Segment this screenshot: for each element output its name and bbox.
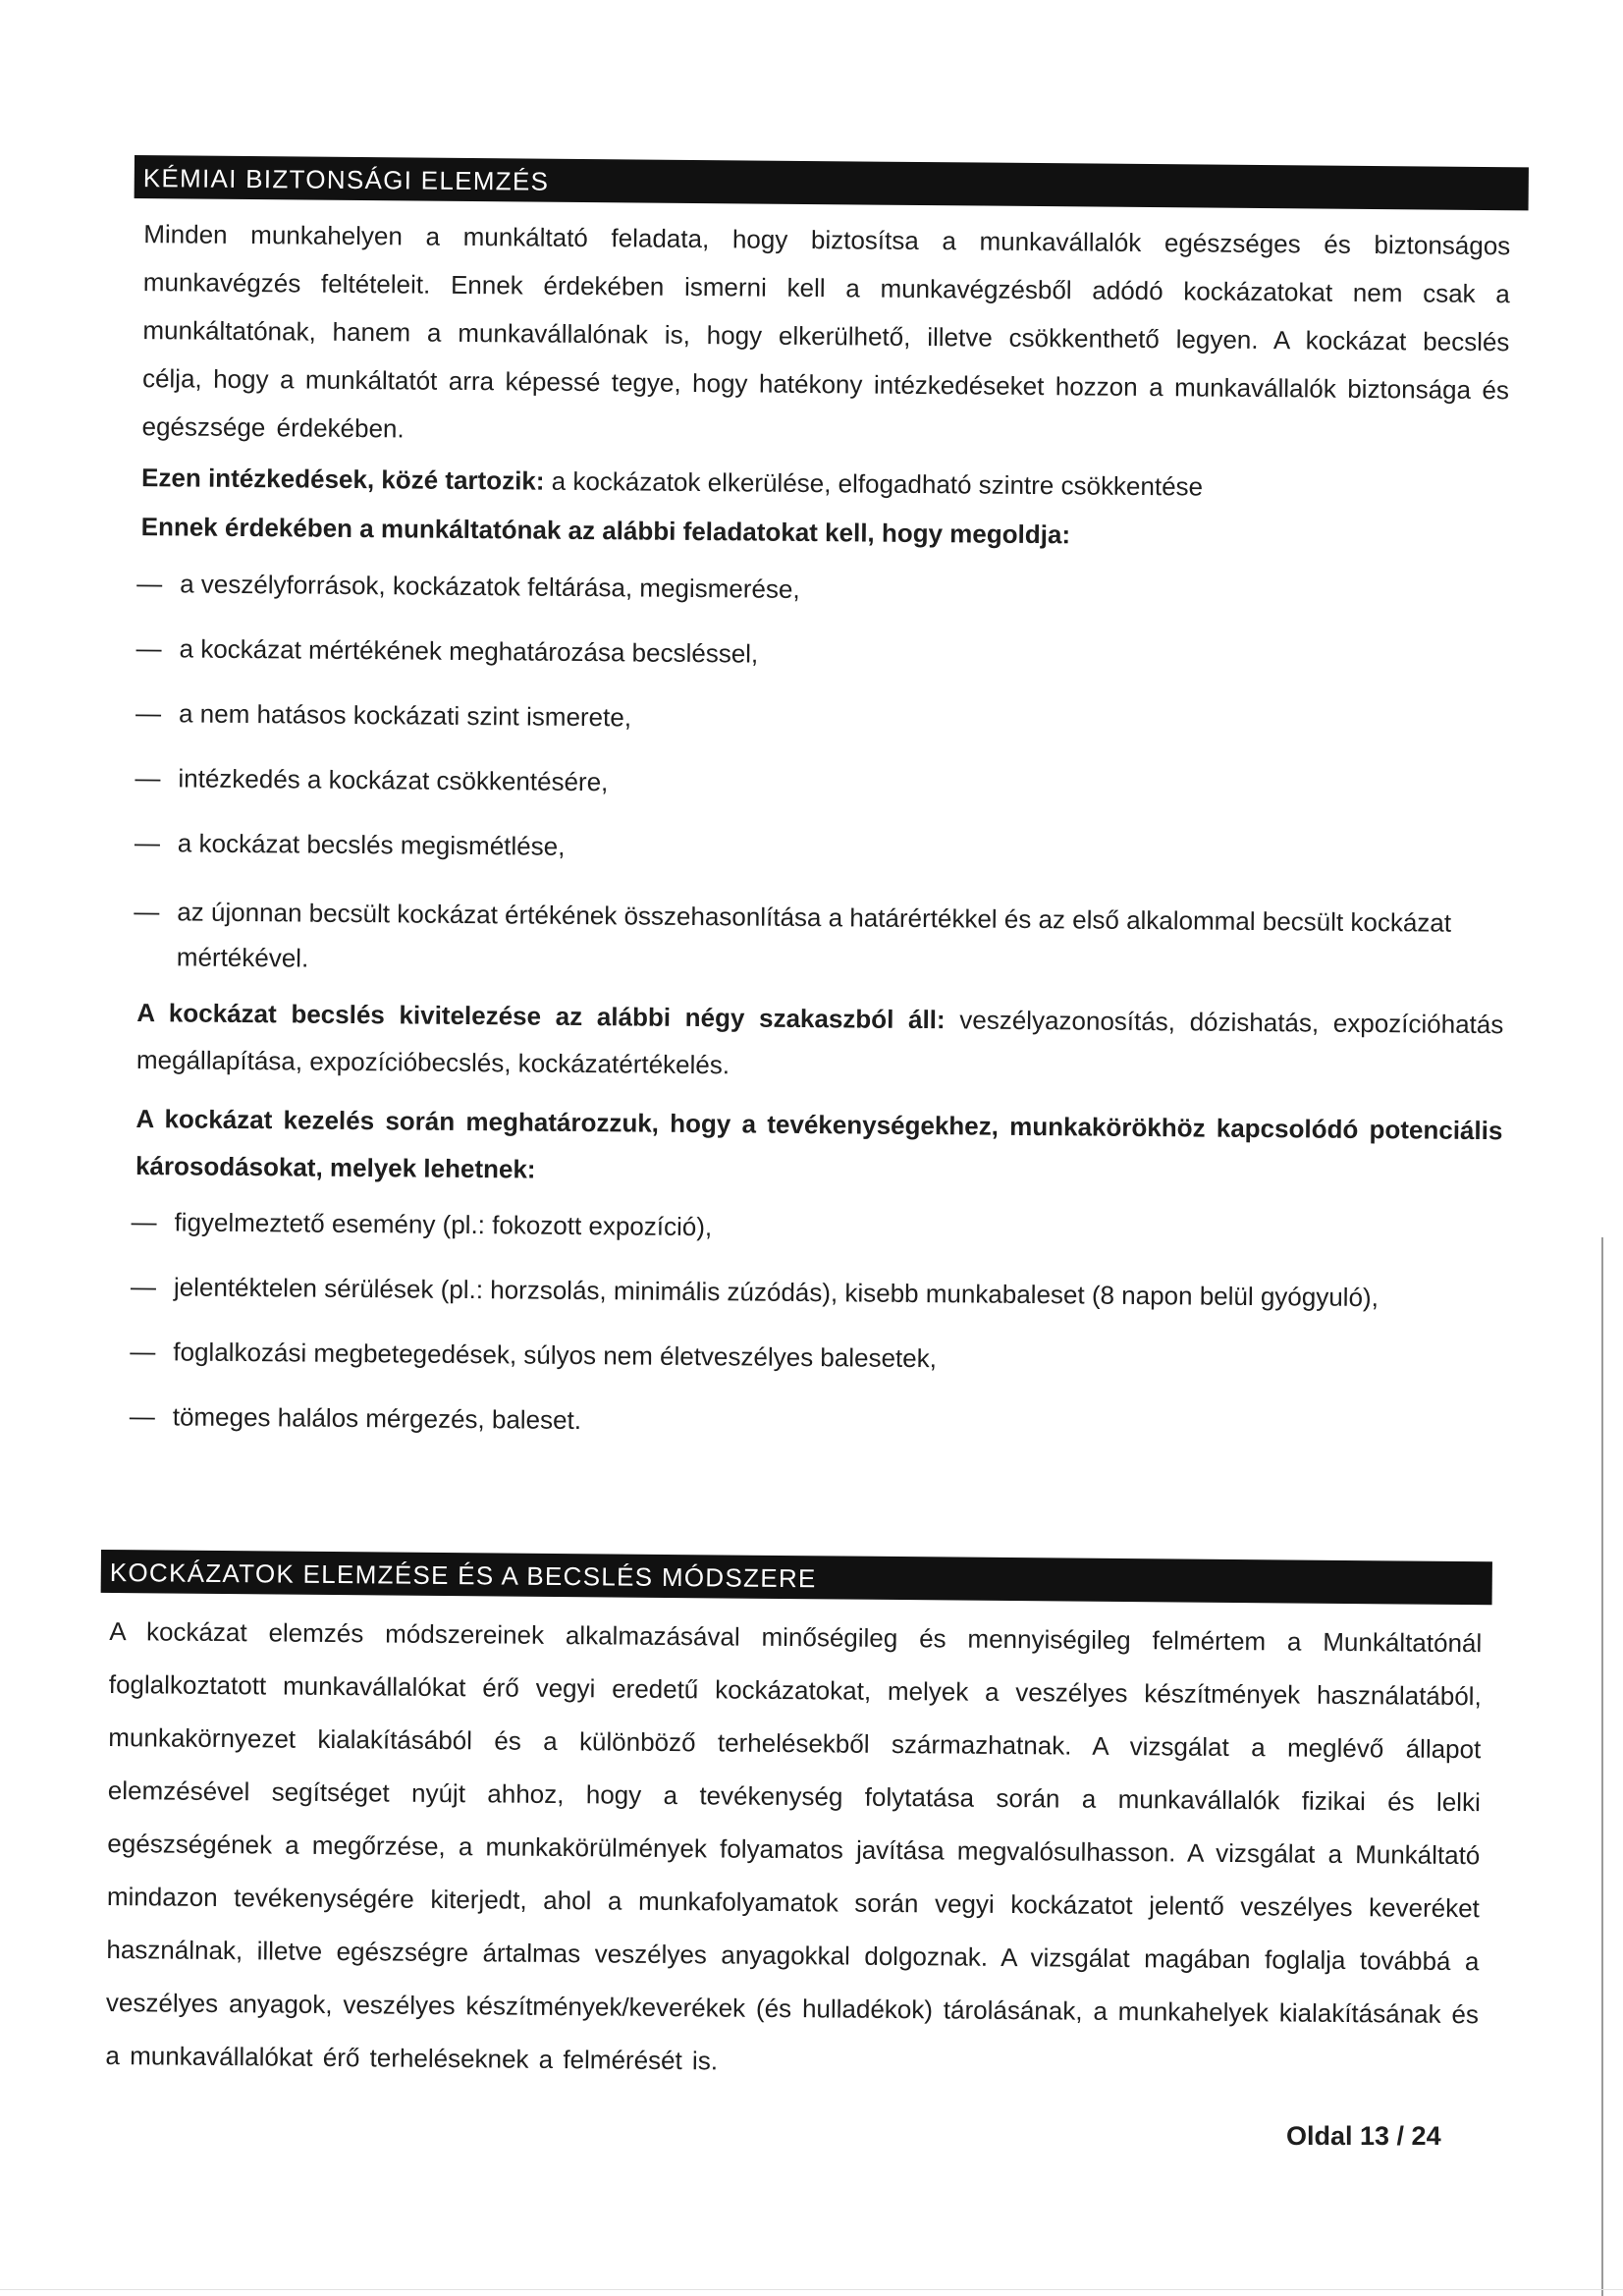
- intro-paragraph: Minden munkahelyen a munkáltató feladata, hogy biztosítsa a munkavállalók egészséges és biztonságos munkavégzés feltételeit. Ennek érdekében ismerni kell a munkavégzésből adódó kockázatokat nem csak a munkáltatónak, hanem a munkavállalónak is, hogy elkerülhető, illetve csökkenthető legyen. A kockázat becslés célja, hogy a munkáltatót arra képessé tegye, hogy hatékony intézkedéseket hozzon a munkavállalók biztonsága és egészsége érdekében.: [141, 219, 1511, 444]
- tasks-list: [137, 565, 1508, 991]
- scan-page-edge: [1601, 1237, 1603, 2296]
- list-item: — a veszélyforrások, kockázatok feltárása, megismerése,: [140, 565, 1507, 614]
- list-item: — intézkedés a kockázat csökkentésére,: [138, 759, 1505, 808]
- list-item: — jelentéktelen sérülések (pl.: horzsolás, minimális zúzódás), kisebb munkabaleset (8 napon belül gyógyuló),: [135, 1268, 1501, 1317]
- scan-bottom-edge: [0, 2289, 1623, 2290]
- section-1-header: KÉMIAI BIZTONSÁGI ELEMZÉS: [135, 155, 1529, 210]
- section-risk-analysis: [0, 1549, 1623, 2076]
- damages-list: [134, 1203, 1502, 1447]
- measures-line: [141, 459, 1508, 508]
- list-item: — a nem hatásos kockázati szint ismerete,: [139, 694, 1506, 743]
- list-item: — foglalkozási megbetegedések, súlyos nem életveszélyes balesetek,: [134, 1333, 1500, 1382]
- list-item: — a kockázat becslés megismétlése,: [138, 824, 1505, 873]
- measures-lead: Ezen intézkedések, közé tartozik:: [141, 463, 545, 496]
- handling-intro: A kockázat kezelés során meghatározzuk, hogy a tevékenységekhez, munkakörökhöz kapcsolódó potenciális károsodásokat, melyek lehetnek:: [135, 1104, 1503, 1184]
- tasks-intro: Ennek érdekében a munkáltatónak az alábbi feladatokat kell, hogy megoldja:: [140, 512, 1071, 550]
- list-item: — figyelmeztető esemény (pl.: fokozott expozíció),: [135, 1203, 1501, 1252]
- risk-steps-paragraph: [136, 989, 1504, 1095]
- page-number: Oldal 13 / 24: [1286, 2121, 1441, 2151]
- risk-steps-text: veszélyazonosítás, dózishatás, expozícióhatás megállapítása, expozícióbecslés, kockázatértékelés.: [135, 1005, 1504, 1080]
- list-item: — tömeges halálos mérgezés, baleset.: [134, 1397, 1500, 1447]
- analysis-paragraph: A kockázat elemzés módszereinek alkalmazásával minőségileg és mennyiségileg felmértem a Munkáltatónál foglalkoztatott munkavállalókat érő vegyi eredetű kockázatokat, melyek a veszélyes készítmények használatából, munkakörnyezet kialakításából és a különböző terhelésekből származhatnak. A vizsgálat a meglévő állapot elemzésével segítséget nyújt ahhoz, hogy a tevékenység folytatása során a munkavállalók fizikai és lelki egészségének a megőrzése, a munkakörülmények folyamatos javítása megvalósulhasson. A vizsgálat a Munkáltató mindazon tevékenységére kiterjedt, ahol a munkafolyamatok során vegyi kockázatot jelentő veszélyes keveréket használnak, illetve egészségre ártalmas veszélyes anyagokkal dolgoznak. A vizsgálat magában foglalja továbbá a veszélyes anyagok, veszélyes készítmények/keverékek (és hulladékok) tárolásának, a munkahelyek kialakításának és a munkavállalókat érő terheléseknek a felmérését is.: [105, 1616, 1483, 2076]
- section-1-body: [134, 210, 1511, 1447]
- risk-steps-lead: A kockázat becslés kivitelezése az alábbi négy szakaszból áll:: [136, 998, 946, 1035]
- section-2-header: KOCKÁZATOK ELEMZÉSE ÉS A BECSLÉS MÓDSZERE: [101, 1550, 1492, 1605]
- section-2-body: [105, 1605, 1482, 2094]
- section-chemical-safety: [0, 154, 1623, 1436]
- measures-text: a kockázatok elkerülése, elfogadható szintre csökkentése: [544, 465, 1204, 502]
- list-item: — a kockázat mértékének meghatározása becsléssel,: [139, 629, 1506, 679]
- list-item: — az újonnan becsült kockázat értékének összehasonlítása a határértékkel és az első alkalommal becsült kockázat mértékével.: [137, 889, 1505, 991]
